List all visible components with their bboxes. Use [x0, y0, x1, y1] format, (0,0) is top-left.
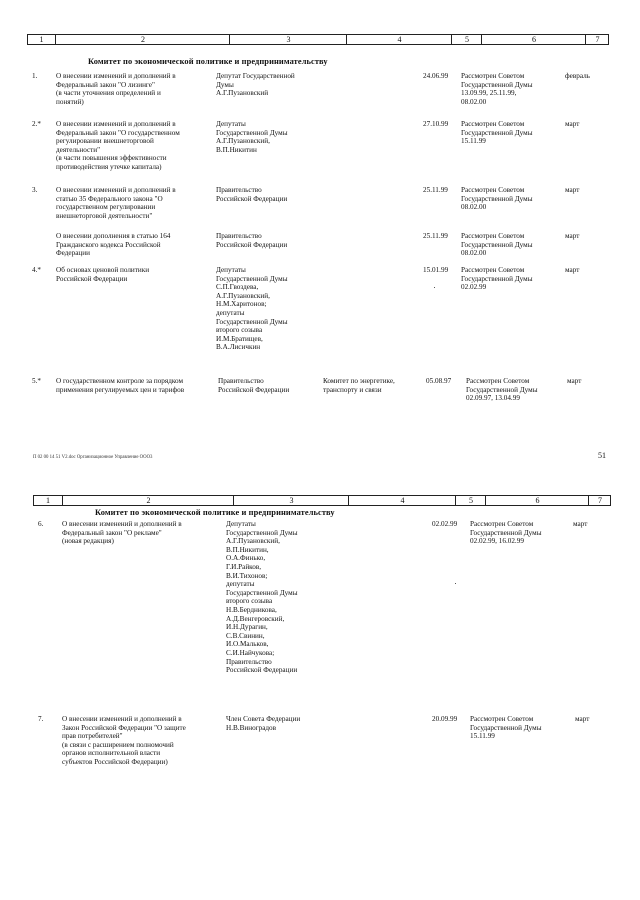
bill-author: Депутаты Государственной Думы А.Г.Пузановский, В.П.Никитин, О.А.Финько, Г.И.Райков, В.И.Тихонов; депутаты Государственной Думы второго созыва Н.В.Бердникова, А.Д.Венгеровский, И.Н.Дурагин, С.В.Свинин, И.О.Мальков, С.И.Найчукова; Правительство Российской Федерации	[226, 520, 298, 675]
registration-date: 25.11.99	[423, 232, 448, 240]
header-col-5: 5	[455, 496, 486, 505]
registration-date: 05.08.97	[426, 377, 452, 385]
bill-author: Правительство Российской Федерации	[216, 232, 288, 249]
registration-date: 25.11.99	[423, 186, 448, 194]
row-number: 3.	[32, 186, 38, 194]
header-col-3: 3	[233, 496, 349, 505]
document-footer: П 02 00 14 51 V2.doc Организационное Управление ООО3	[33, 455, 153, 460]
bill-title: О внесении изменений и дополнений в статью 35 Федерального закона "О государственном регулировании внешнеторговой деятельности"	[56, 186, 176, 220]
header-col-5: 5	[451, 35, 482, 44]
planned-month: март	[573, 520, 588, 528]
scan-speck	[455, 583, 456, 584]
bill-author: Правительство Российской Федерации	[216, 186, 288, 203]
bill-author: Член Совета Федерации Н.В.Виноградов	[226, 715, 301, 732]
row-number: 6.	[38, 520, 44, 528]
header-col-3: 3	[229, 35, 347, 44]
page-number: 51	[598, 451, 606, 460]
section-title: Комитет по экономической политике и предпринимательству	[88, 57, 328, 66]
header-col-6: 6	[481, 35, 586, 44]
header-col-1: 1	[46, 496, 50, 505]
bill-author: Депутаты Государственной Думы А.Г.Пузановский, В.П.Никитин	[216, 120, 288, 154]
table-header	[33, 495, 611, 506]
bill-title: О внесении дополнения в статью 164 Гражданского кодекса Российской Федерации	[56, 232, 171, 258]
registration-date: 24.06.99	[423, 72, 449, 80]
review-status: Рассмотрен Советом Государственной Думы 15.11.99	[470, 715, 542, 741]
header-col-6: 6	[485, 496, 589, 505]
review-status: Рассмотрен Советом Государственной Думы 08.02.00	[461, 186, 533, 212]
planned-month: март	[575, 715, 590, 723]
planned-month: март	[565, 232, 580, 240]
bill-author: Депутат Государственной Думы А.Г.Пузановский	[216, 72, 295, 98]
row-number: 7.	[38, 715, 44, 723]
bill-title: О внесении изменений и дополнений в Федеральный закон "О государственном регулировании внешнеторговой деятельности" (в части повышения эффективности противодействия утечке капитала)	[56, 120, 180, 171]
bill-title: О государственном контроле за порядком применения регулируемых цен и тарифов	[56, 377, 185, 394]
header-col-1: 1	[39, 35, 44, 44]
header-col-2: 2	[55, 35, 230, 44]
row-number: 1.	[32, 72, 38, 80]
bill-title: Об основах ценовой политики Российской Федерации	[56, 266, 150, 283]
bill-title: О внесении изменений и дополнений в Федеральный закон "О лизинге" (в части уточнения определений и понятий)	[56, 72, 176, 106]
review-status: Рассмотрен Советом Государственной Думы 02.02.99	[461, 266, 533, 292]
row-number: 2.*	[32, 120, 41, 128]
scan-speck	[434, 287, 435, 288]
planned-month: март	[565, 266, 580, 274]
responsible-committee: Комитет по энергетике, транспорту и связи	[323, 377, 395, 394]
planned-month: февраль	[565, 72, 590, 80]
header-col-7: 7	[585, 35, 609, 44]
registration-date: 15.01.99	[423, 266, 449, 274]
header-col-4: 4	[348, 496, 456, 505]
registration-date: 20.09.99	[432, 715, 458, 723]
planned-month: март	[565, 120, 580, 128]
registration-date: 02.02.99	[432, 520, 458, 528]
header-col-7: 7	[588, 496, 611, 505]
header-col-2: 2	[62, 496, 234, 505]
bill-title: О внесении изменений и дополнений в Федеральный закон "О рекламе" (новая редакция)	[62, 520, 182, 546]
row-number: 4.*	[32, 266, 41, 274]
section-title: Комитет по экономической политике и предпринимательству	[95, 508, 335, 517]
header-col-4: 4	[346, 35, 452, 44]
bill-author: Правительство Российской Федерации	[218, 377, 290, 394]
review-status: Рассмотрен Советом Государственной Думы 15.11.99	[461, 120, 533, 146]
planned-month: март	[567, 377, 582, 385]
review-status: Рассмотрен Советом Государственной Думы 02.02.99, 16.02.99	[470, 520, 542, 546]
review-status: Рассмотрен Советом Государственной Думы 13.09.99, 25.11.99, 08.02.00	[461, 72, 533, 106]
review-status: Рассмотрен Советом Государственной Думы 02.09.97, 13.04.99	[466, 377, 538, 403]
table-header	[27, 34, 609, 45]
registration-date: 27.10.99	[423, 120, 449, 128]
planned-month: март	[565, 186, 580, 194]
row-number: 5.*	[32, 377, 41, 385]
bill-author: Депутаты Государственной Думы С.П.Гвоздева, А.Г.Пузановский, Н.М.Харитонов; депутаты Государственной Думы второго созыва И.М.Братищев, В.А.Лисичкин	[216, 266, 288, 352]
bill-title: О внесении изменений и дополнений в Закон Российской Федерации "О защите прав потребителей" (в связи с расширением полномочий органов исполнительной власти субъектов Российской Федерации)	[62, 715, 186, 766]
review-status: Рассмотрен Советом Государственной Думы 08.02.00	[461, 232, 533, 258]
